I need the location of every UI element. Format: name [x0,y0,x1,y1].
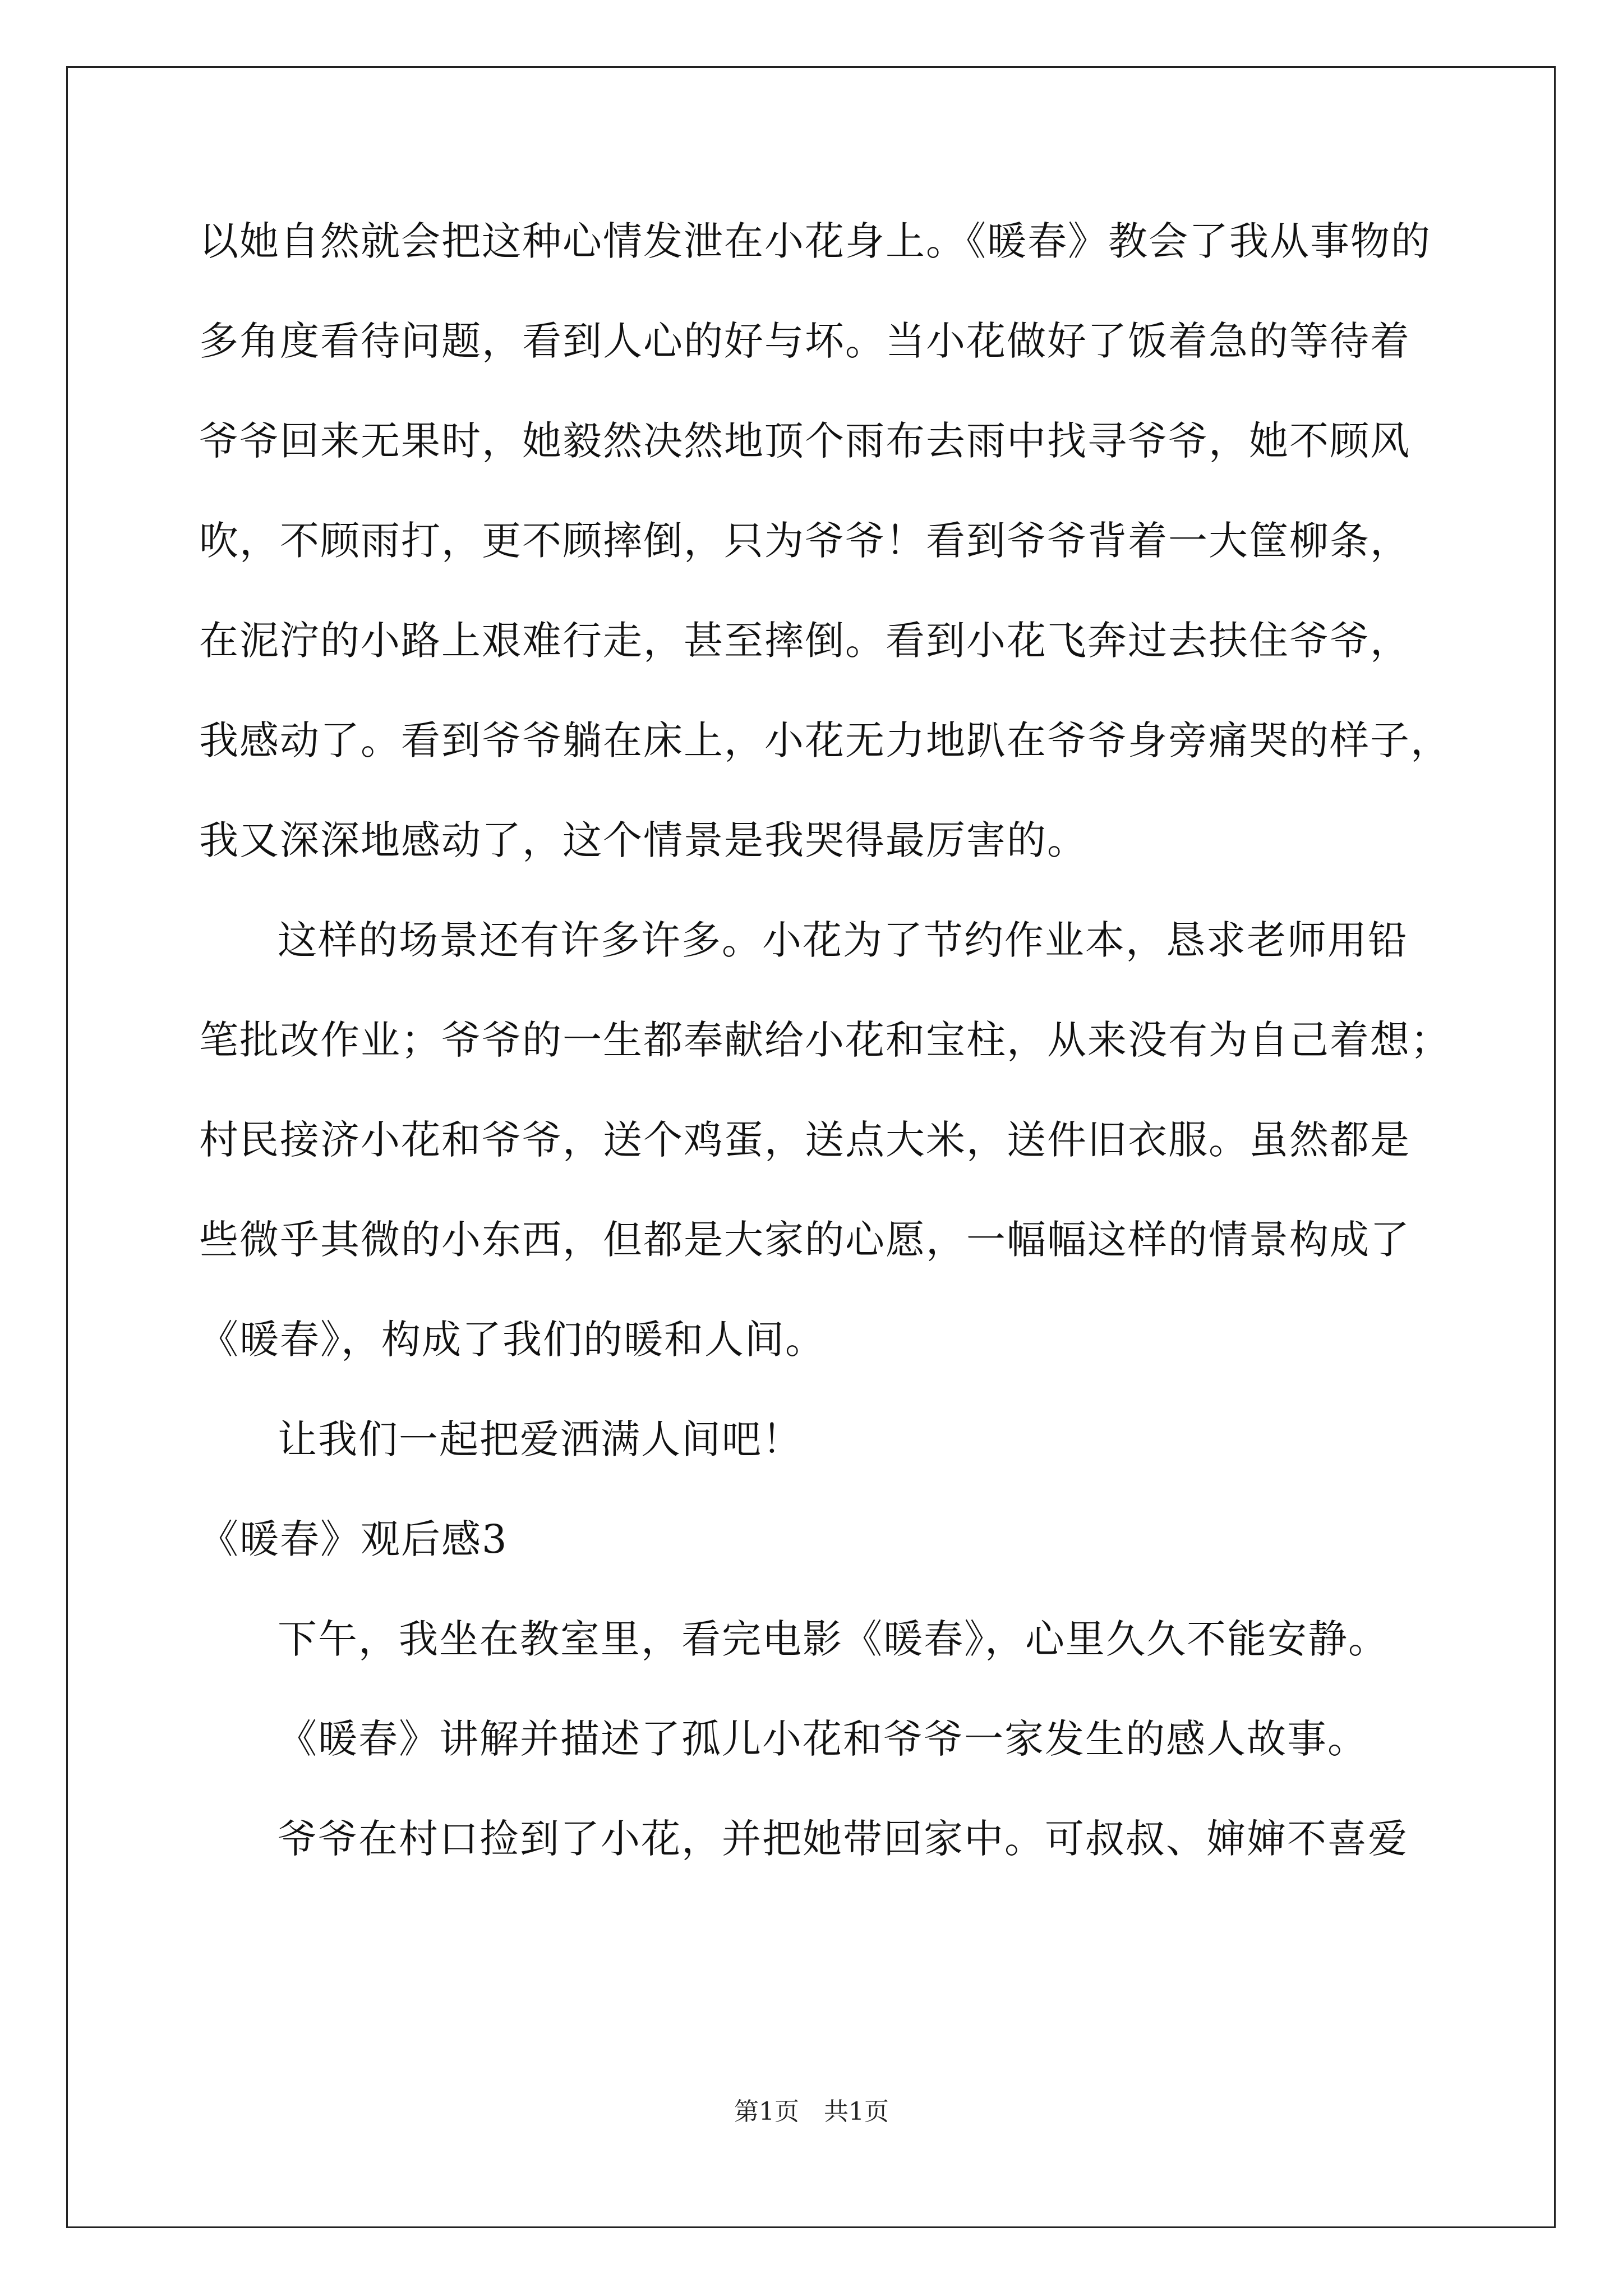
page-footer: 第1页 共1页 [734,2097,889,2126]
text-line: 爷爷回来无果时，她毅然决然地顶个雨布去雨中找寻爷爷，她不顾风 [199,418,1410,464]
paragraph-start-line: 爷爷在村口捡到了小花，并把她带回家中。可叔叔、婶婶不喜爱 [278,1816,1408,1862]
text-line: 《暖春》，构成了我们的暖和人间。 [199,1317,826,1363]
text-line: 些微乎其微的小东西，但都是大家的心愿，一幅幅这样的情景构成了 [199,1217,1410,1263]
paragraph-start-line: 《暖春》讲解并描述了孤儿小花和爷爷一家发生的感人故事。 [278,1716,1368,1762]
text-line: 多角度看待问题，看到人心的好与坏。当小花做好了饭着急的等待着 [199,318,1410,364]
text-line: 我又深深地感动了，这个情景是我哭得最厉害的。 [199,817,1087,863]
section-heading: 《暖春》观后感3 [199,1516,508,1562]
text-line: 笔批改作业；爷爷的一生都奉献给小花和宝柱，从来没有为自己着想； [199,1017,1451,1063]
paragraph-start-line: 下午，我坐在教室里，看完电影《暖春》，心里久久不能安静。 [278,1616,1389,1662]
text-line: 吹，不顾雨打，更不顾摔倒，只为爷爷！看到爷爷背着一大筐柳条， [199,518,1410,564]
text-line: 村民接济小花和爷爷，送个鸡蛋，送点大米，送件旧衣服。虽然都是 [199,1117,1410,1163]
text-line: 以她自然就会把这种心情发泄在小花身上。《暖春》教会了我从事物的 [199,218,1431,264]
text-line: 在泥泞的小路上艰难行走，甚至摔倒。看到小花飞奔过去扶住爷爷， [199,618,1410,664]
text-line: 我感动了。看到爷爷躺在床上，小花无力地趴在爷爷身旁痛哭的样子， [199,717,1451,763]
paragraph-start-line: 让我们一起把爱洒满人间吧！ [278,1416,803,1462]
paragraph-start-line: 这样的场景还有许多许多。小花为了节约作业本，恳求老师用铅 [278,917,1408,963]
